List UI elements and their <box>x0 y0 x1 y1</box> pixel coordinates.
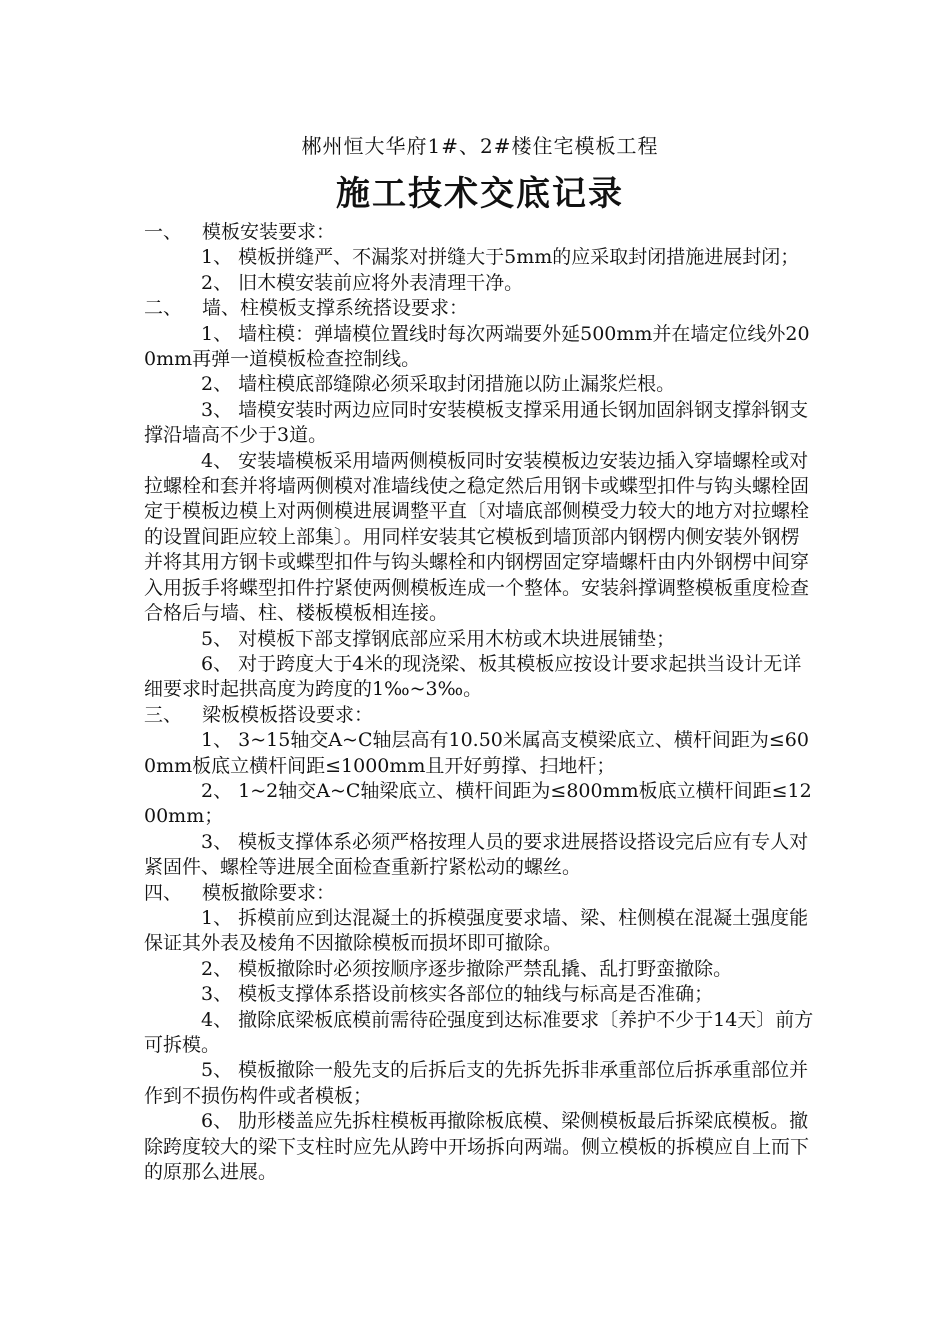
list-item: 3、 墙模安装时两边应同时安装模板支撑采用通长钢加固斜钢支撑斜钢支撑沿墙高不少于3道。 <box>144 398 809 447</box>
document-body <box>144 220 816 1185</box>
list-item: 2、 1~2轴交A~C轴梁底立、横杆间距为≤800mm板底立横杆间距≤1200mm； <box>144 779 812 828</box>
section-title: 模板撤除要求： <box>202 881 336 904</box>
document-title: 施工技术交底记录 <box>336 174 624 214</box>
list-item: 5、 对模板下部支撑钢底部应采用木枋或木块进展铺垫； <box>201 627 676 650</box>
list-item: 3、 模板支撑体系必须严格按理人员的要求进展搭设搭设完后应有专人对紧固件、螺栓等进展全面检查重新拧紧松动的螺丝。 <box>144 830 809 879</box>
list-item: 2、 模板撤除时必须按顺序逐步撤除严禁乱撬、乱打野蛮撤除。 <box>201 957 733 980</box>
list-item: 1、 墙柱模：弹墙模位置线时每次两端要外延500mm并在墙定位线外200mm再弹一道模板检查控制线。 <box>144 322 810 371</box>
section-number: 四、 <box>144 881 183 904</box>
list-item: 2、 旧木模安装前应将外表清理干净。 <box>201 271 524 294</box>
document-page <box>144 128 816 1185</box>
list-item: 4、 撤除底梁板底模前需待砼强度到达标准要求〔养护不少于14天〕前方可拆模。 <box>144 1008 814 1056</box>
section-title: 墙、柱模板支撑系统搭设要求： <box>202 297 469 320</box>
section-heading <box>144 220 816 245</box>
list-item: 5、 模板撤除一般先支的后拆后支的先拆先拆非承重部位后拆承重部位并作到不损伤构件或者模板； <box>144 1059 809 1107</box>
section-title: 模板安装要求： <box>202 221 336 243</box>
section-title: 梁板模板搭设要求： <box>202 703 374 726</box>
section-heading <box>144 296 816 321</box>
section-number: 二、 <box>144 297 183 320</box>
list-item: 6、 肋形楼盖应先拆柱模板再撤除板底模、梁侧模板最后拆梁底模板。撤除跨度较大的梁下支柱时应先从跨中开场拆向两端。侧立模板的拆模应自上而下的原那么进展。 <box>144 1110 810 1184</box>
section-number: 三、 <box>144 703 183 726</box>
list-item: 2、 墙柱模底部缝隙必须采取封闭措施以防止漏浆烂根。 <box>201 373 676 396</box>
list-item: 1、 拆模前应到达混凝土的拆模强度要求墙、梁、柱侧模在混凝土强度能保证其外表及棱角不因撤除模板而损坏即可撤除。 <box>144 906 809 955</box>
list-item: 1、 模板拼缝严、不漏浆对拼缝大于5mm的应采取封闭措施进展封闭； <box>201 246 800 269</box>
list-item: 3、 模板支撑体系搭设前核实各部位的轴线与标高是否准确； <box>201 983 714 1006</box>
document-subtitle: 郴州恒大华府1#、2#楼住宅模板工程 <box>301 134 659 158</box>
list-item: 6、 对于跨度大于4米的现浇梁、板其模板应按设计要求起拱当设计无详细要求时起拱高度为跨度的1‰~3‰。 <box>144 652 802 701</box>
section-heading <box>144 881 816 906</box>
list-item: 4、 安装墙模板采用墙两侧模板同时安装模板边安装边插入穿墙螺栓或对拉螺栓和套并将墙两侧模对准墙线使之稳定然后用钢卡或蝶型扣件与钩头螺栓固定于模板边模上对两侧模进展调整平直〔对墙底部侧模受力较大的地方对拉螺栓的设置间距应较上部集〕。用同样安装其它模板到墙顶部内钢楞内侧安装外钢楞并将其用方钢卡或蝶型扣件与钩头螺栓和内钢楞固定穿墙螺杆由内外钢楞中间穿入用扳手将蝶型扣件拧紧使两侧模板连成一个整体。安装斜撑调整模板重度检查合格后与墙、柱、楼板模板相连接。 <box>144 449 810 625</box>
list-item: 1、 3~15轴交A~C轴层高有10.50米属高支模梁底立、横杆间距为≤600mm板底立横杆间距≤1000mm且开好剪撑、扫地杆； <box>144 729 809 777</box>
section-heading <box>144 703 816 728</box>
section-number: 一、 <box>144 221 183 243</box>
